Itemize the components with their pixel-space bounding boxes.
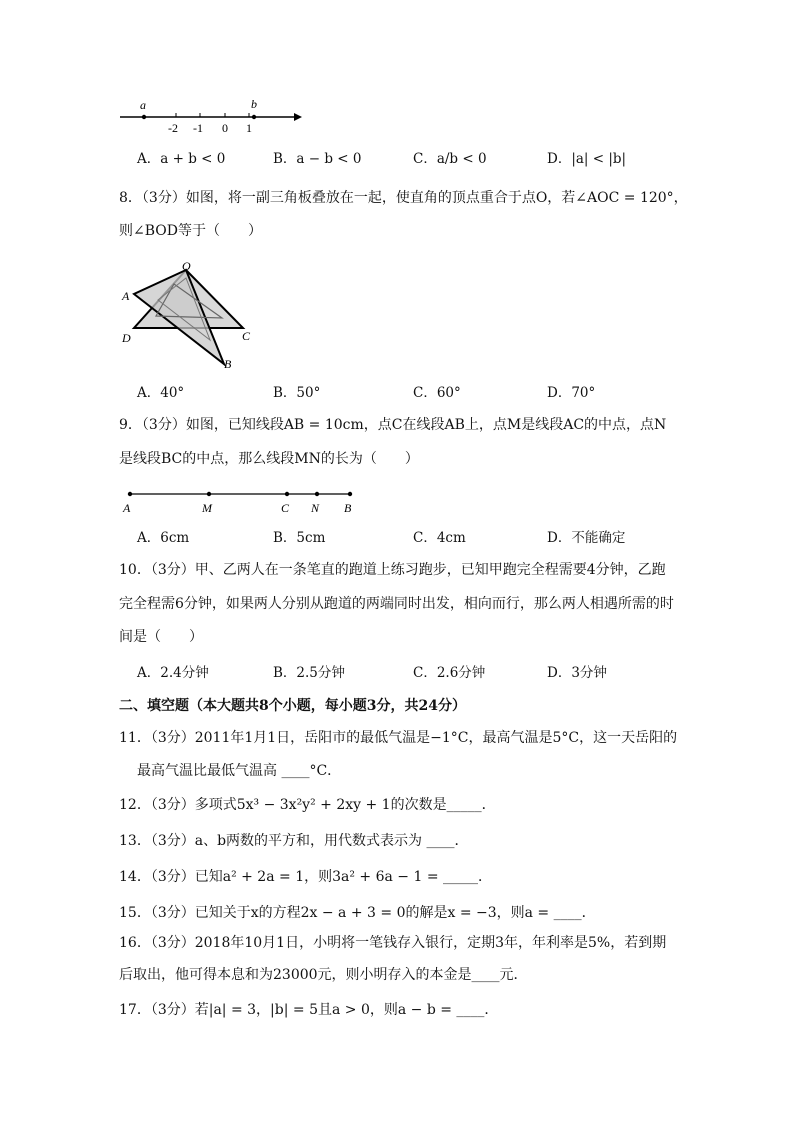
- label-a: A: [123, 501, 131, 515]
- point-a: [142, 115, 146, 119]
- q8-option-a[interactable]: A．40°: [137, 385, 185, 401]
- q8-option-d[interactable]: D．70°: [547, 385, 596, 401]
- label-b: B: [224, 357, 232, 371]
- q13-stem: 13．（3分）a、b两数的平方和，用代数式表示为 ____．: [119, 833, 469, 849]
- q9-option-b[interactable]: B．5cm: [273, 530, 326, 546]
- q8-option-b[interactable]: B．50°: [273, 385, 321, 401]
- q14-stem: 14．（3分）已知a² + 2a = 1，则3a² + 6a − 1 = _____．: [119, 869, 493, 885]
- number-line-figure: [118, 96, 303, 136]
- q10-option-d[interactable]: D．3分钟: [547, 665, 607, 681]
- q10-stem-line2: 完全程需6分钟，如果两人分别从跑道的两端同时出发，相向而行，那么两人相遇所需的时: [119, 596, 674, 612]
- tick-label: 0: [222, 121, 228, 135]
- label-m: M: [202, 501, 212, 515]
- tick-label: -1: [193, 121, 203, 135]
- point-b: [252, 115, 256, 119]
- section-heading: 二、填空题（本大题共8个小题，每小题3分，共24分）: [119, 698, 466, 714]
- q11-stem-line1: 11．（3分）2011年1月1日，岳阳市的最低气温是−1°C，最高气温是5°C，这一天岳阳的: [119, 730, 678, 746]
- q10-stem-line1: 10．（3分）甲、乙两人在一条笔直的跑道上练习跑步，已知甲跑完全程需要4分钟，乙跑: [119, 562, 666, 578]
- q7-option-a[interactable]: A．a + b < 0: [137, 151, 226, 167]
- label-c: C: [242, 329, 251, 343]
- q9-option-a[interactable]: A．6cm: [137, 530, 190, 546]
- label-b: B: [344, 501, 352, 515]
- q9-option-d[interactable]: D．不能确定: [547, 530, 626, 546]
- q11-stem-line2: 最高气温比最低气温高 ____°C．: [137, 763, 342, 779]
- q7-option-c[interactable]: C．a/b < 0: [413, 151, 487, 167]
- q9-stem-line1: 9．（3分）如图，已知线段AB = 10cm，点C在线段AB上，点M是线段AC的中点，点N: [119, 417, 667, 433]
- q8-stem-line1: 8．（3分）如图，将一副三角板叠放在一起，使直角的顶点重合于点O，若∠AOC = 120°，: [119, 190, 688, 206]
- q9-option-c[interactable]: C．4cm: [413, 530, 466, 546]
- tick-label: -2: [168, 121, 178, 135]
- q10-option-a[interactable]: A．2.4分钟: [137, 665, 209, 681]
- q7-option-b[interactable]: B．a − b < 0: [273, 151, 362, 167]
- label-n: N: [311, 501, 320, 515]
- q16-stem-line1: 16．（3分）2018年10月1日，小明将一笔钱存入银行，定期3年，年利率是5%，若到期: [119, 935, 667, 951]
- q10-option-b[interactable]: B．2.5分钟: [273, 665, 345, 681]
- q8-option-c[interactable]: C．60°: [413, 385, 461, 401]
- tick-label: 1: [246, 121, 252, 135]
- q7-option-d[interactable]: D．|a| < |b|: [547, 151, 627, 167]
- label-a: A: [122, 289, 130, 303]
- q10-stem-line3: 间是（ ）: [119, 629, 203, 645]
- label-c: C: [281, 501, 290, 515]
- q10-option-c[interactable]: C．2.6分钟: [413, 665, 486, 681]
- q16-stem-line2: 后取出，他可得本息和为23000元，则小明存入的本金是____元．: [119, 967, 528, 983]
- q8-stem-line2: 则∠BOD等于（ ）: [119, 223, 262, 239]
- triangle-boards-figure: [118, 258, 268, 373]
- q17-stem: 17．（3分）若|a| = 3，|b| = 5且a > 0，则a − b = ____．: [119, 1002, 499, 1018]
- q9-stem-line2: 是线段BC的中点，那么线段MN的长为（ ）: [119, 451, 419, 467]
- label-d: D: [122, 331, 131, 345]
- q15-stem: 15．（3分）已知关于x的方程2x − a + 3 = 0的解是x = −3，则a = ____．: [119, 905, 596, 921]
- q12-stem: 12．（3分）多项式5x³ − 3x²y² + 2xy + 1的次数是_____．: [119, 797, 496, 813]
- label-a: a: [140, 98, 146, 112]
- segment-figure: [118, 484, 358, 516]
- label-o: O: [182, 259, 191, 273]
- label-b: b: [251, 97, 257, 111]
